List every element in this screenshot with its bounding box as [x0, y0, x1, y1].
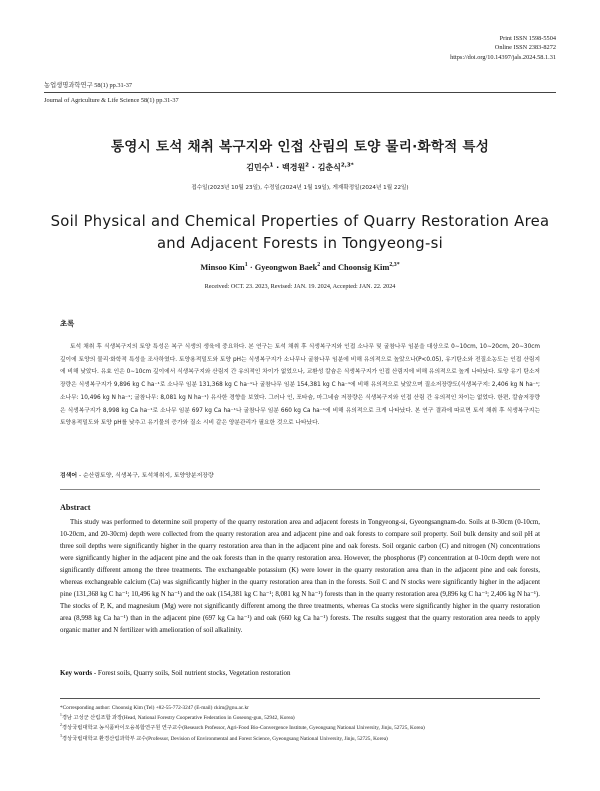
authors-korean: 김민수$^1$ · 백경원$^2$ · 김춘식$^{2,3*}$ [246, 162, 354, 172]
author-3: 김춘식 [317, 163, 341, 172]
title-korean: 통영시 토석 채취 복구지와 인접 산림의 토양 물리·화학적 특성 [110, 139, 490, 155]
footnote-rule [60, 698, 540, 699]
issn-block [450, 34, 556, 62]
doi-link[interactable]: https://doi.org/10.14397/jals.2024.58.1.31 [450, 53, 556, 61]
abstract-korean-body: 토석 채취 후 식생복구지의 토양 특성은 복구 식생의 생육에 중요하다. 본 연구는 토석 채취 후 식생복구지와 인접 소나무 및 굴참나무 임분을 대상으로 0∼10cm, 10∼20cm, 20∼30cm 깊이에 토양의 물리·화학적 특성을 조사하였다. 토양용적밀도와 토양 pH는 식생복구지가 소나무나 굴참나무 임분에 비해 유의적으로 높았으나(P<0.05), 유기탄소와 전질소농도는 인접 산림지에 비해 낮았다. 유효 인은 0∼10cm 깊이에서 식생복구지와 산림지 간 유의적인 차이가 없었으나, 교환성 칼슘은 식생복구지가 인접 산림지에 비해 유의적으로 높게 나타났다. 토양 유기 탄소저장량은 식생복구지가 9,896 kg C ha⁻¹로 소나무 임분 131,368 kg C ha⁻¹나 굴참나무 임분 154,381 kg C ha⁻¹에 비해 유의적으로 낮았으며 질소저장량도(식생복구지: 2,406 kg N ha⁻¹; 소나무: 10,496 kg N ha⁻¹; 굴참나무: 8,081 kg N ha⁻¹) 유사한 경향을 보였다. 그러나 인, 포타슘, 마그네슘 저장량은 식생복구지와 인접 산림 간 유의적인 차이는 없었다. 한편, 칼슘저장량은 식생복구지가 8,998 kg Ca ha⁻¹로 소나무 임분 697 kg Ca ha⁻¹나 굴참나무 임분 660 kg Ca ha⁻¹에 비해 유의적으로 크게 나타났다. 본 연구 결과에 따르면 토석 채취 후 식생복구지는 토양용적밀도와 토양 pH를 낮추고 유기물의 증가와 질소 시비 같은 양분관리가 필요한 것으로 나타났다. [60, 344, 540, 427]
footnote-3: $^3$경상국립대학교 환경산림과학부 교수(Professor, Devision of Environmental and Forest Science, Gyeongsang National University, Jinju, 52725, Korea) [60, 733, 388, 742]
journal-citation-ko: 농업생명과학연구 58(1) pp.31-37 [44, 82, 133, 89]
keywords-korean [60, 470, 214, 479]
abstract-korean-heading: 초록 [60, 319, 75, 328]
author-2-en: Gyeongwon Baek [254, 263, 318, 272]
title-english: Soil Physical and Chemical Properties of Quarry Restoration Area and Adjacent Forests in Tongyeong-si [50, 213, 550, 252]
corresponding-author: *Corresponding author: Choonsig Kim (Tel) +82-55-772-3247 (E-mail) ckim@gnu.ac.kr [60, 705, 249, 711]
dates-korean: 접수일(2023년 10월 23일), 수정일(2024년 1월 19일), 게재확정일(2024년 1월 22일) [191, 185, 409, 191]
abstract-english-heading: Abstract [60, 503, 91, 512]
footnotes [60, 703, 550, 744]
author-1: 김민수 [246, 163, 270, 172]
author-2: 백경원 [281, 163, 306, 172]
journal-citation-en: Journal of Agriculture & Life Science 58(1) pp.31-37 [44, 97, 179, 104]
footnote-1: $^1$경남 고성군 산림조합 과장(Head, National Forestry Cooperative Federation in Goseong-gun, 52942, Korea) [60, 713, 295, 722]
print-issn: Print ISSN 1598-5504 [499, 35, 556, 42]
online-issn: Online ISSN 2383-8272 [494, 44, 556, 52]
keywords-english-text: - Forest soils, Quarry soils, Soil nutrient stocks, Vegetation restoration [92, 669, 291, 677]
keywords-korean-text: - 순산림토양, 식생복구, 토석채취지, 토양양분저장량 [77, 473, 214, 479]
header-rule [44, 92, 556, 93]
abstract-english-body: This study was performed to determine soil property of the quarry restoration area and adjacent forests in Tongyeong-si, Gyeongsangnam-do. Soils at 0-30cm (0-10cm, 10-20cm, and 20-30cm) depth were collected from the quarry restoration area and adjacent pine and oak forests to compare soil property. Soil bulk density and soil pH at three soil depths were significantly higher in the quarry restoration area than in the adjacent pine and oak forests. Soil organic carbon (C) and nitrogen (N) concentrations were significantly higher in the adjacent pine and the oak forests than in the quarry restoration area. However, the phosphorus (P) concentration at 0-10cm depth were not significantly different among the three treatments. The exchangeable potassium (K) were lower in the quarry restoration area than in the adjacent pine and oak forests, whereas exchangeable calcium (Ca) was significantly higher in the quarry restoration area than in the forests. Soil C and N stocks were significantly higher in the adjacent pine (131,368 kg C ha⁻¹; 10,496 kg N ha⁻¹) and the oak (154,381 kg C ha⁻¹; 8,081 kg N ha⁻¹) forests than in the quarry restoration area (9,896 kg C ha⁻¹; 2,406 kg N ha⁻¹). The stocks of P, K, and magnesium (Mg) were not significantly different among the three treatments, whereas Ca stocks were significantly higher in the quarry restoration area (8,998 kg Ca ha⁻¹) than in the adjacent pine (697 kg Ca ha⁻¹) and oak (660 kg Ca ha⁻¹) forests. The results suggest that the quarry restoration area needs to apply organic matter and N fertilizer with amelioration of soil alkalinity. [60, 519, 540, 634]
author-1-en: Minsoo Kim [200, 263, 245, 272]
author-3-en: Choonsig Kim [337, 263, 390, 272]
section-divider [60, 489, 540, 490]
keywords-korean-label: 검색어 [60, 473, 78, 479]
footnote-2: $^2$경상국립대학교 농식품바이오융복합연구원 연구교수(Research Professor, Agri-Food Bio-Convergence Institute, Gyeongsang National University, Jinju, 52725, Korea) [60, 723, 425, 732]
keywords-english [60, 669, 290, 677]
authors-english: Minsoo Kim$^1$ · Gyeongwon Baek$^2$ and Choonsig Kim$^{2,3*}$ [200, 262, 400, 272]
keywords-english-label: Key words [60, 669, 93, 677]
dates-english: Received: OCT. 23. 2023, Revised: JAN. 19. 2024, Accepted: JAN. 22. 2024 [204, 283, 396, 290]
